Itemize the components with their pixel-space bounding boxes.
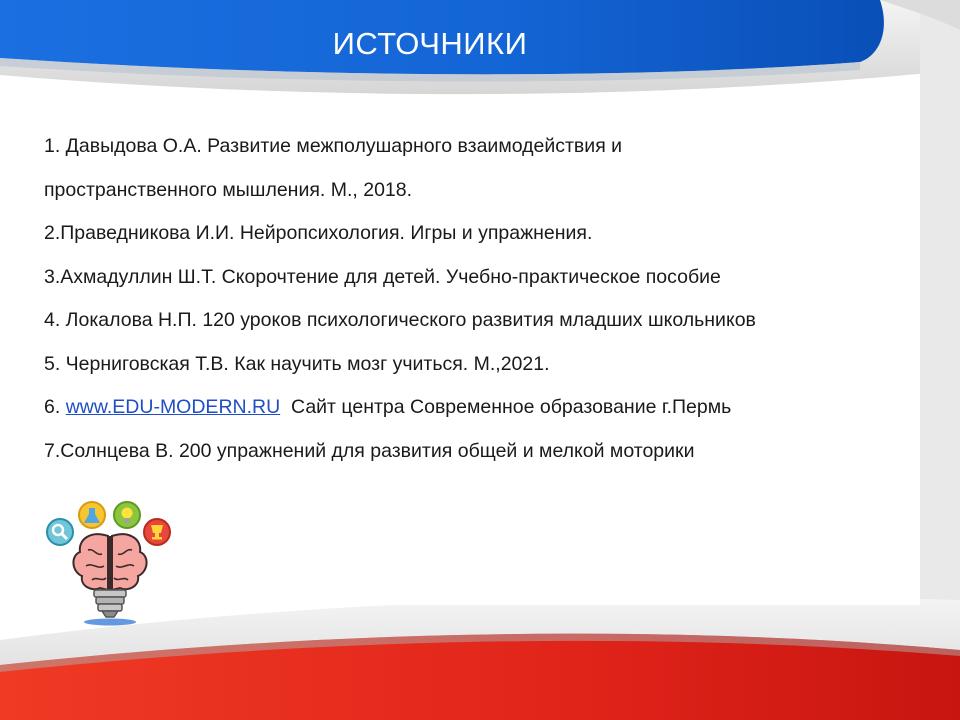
brain-illustration: [73, 534, 146, 590]
slide-title: ИСТОЧНИКИ: [332, 26, 528, 61]
bulb-base: [84, 590, 136, 626]
reference-item: 3.Ахмадуллин Ш.Т. Скорочтение для детей. Учебно-практическое пособие: [44, 265, 721, 288]
reference-item: 2.Праведникова И.И. Нейропсихология. Игры и упражнения.: [44, 222, 593, 244]
reference-item: 7.Солнцева В. 200 упражнений для развития общей и мелкой моторики: [44, 439, 695, 462]
trophy-icon: [144, 519, 170, 545]
references-list: [44, 128, 924, 476]
lightbulb-icon: [114, 502, 140, 528]
reference-item: 1. Давыдова О.А. Развитие межполушарного взаимодействия и: [44, 135, 623, 157]
reference-item: 5. Черниговская Т.В. Как научить мозг учиться. М.,2021.: [44, 352, 550, 375]
edu-modern-link[interactable]: www.EDU-MODERN.RU: [65, 396, 281, 418]
reference-item: 6. www.EDU-MODERN.RU Сайт центра Современное образование г.Пермь: [44, 396, 732, 418]
reference-item: пространственного мышления. М., 2018.: [44, 178, 413, 201]
reference-item: 4. Локалова Н.П. 120 уроков психологического развития младших школьников: [44, 309, 756, 331]
flask-icon: [79, 502, 105, 528]
magnifier-icon: [47, 519, 73, 545]
brain-bulb-icon: [40, 498, 180, 628]
